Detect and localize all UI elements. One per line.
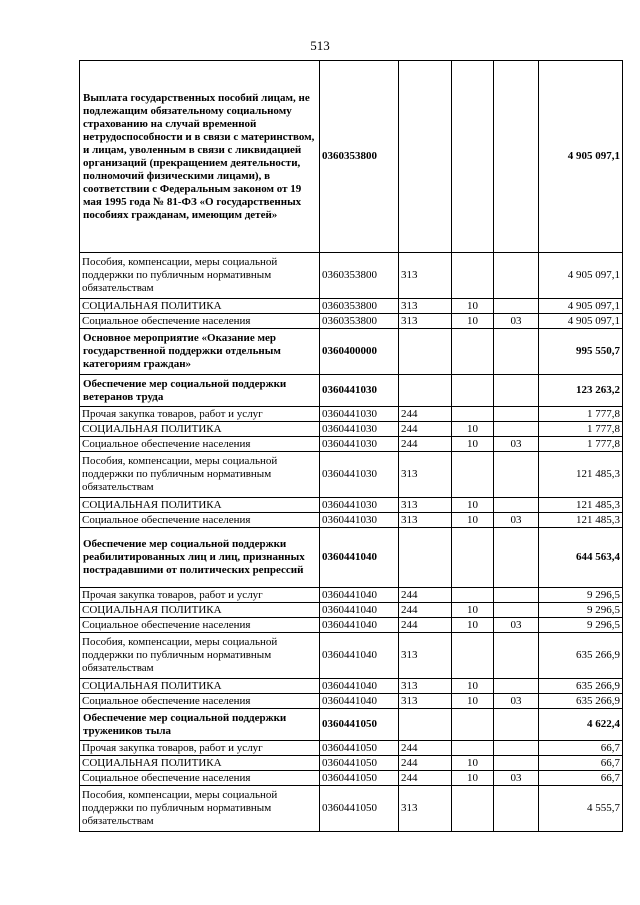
table-row [80, 329, 623, 375]
table-row [80, 528, 623, 588]
row-amount: 635 266,9 [539, 633, 623, 679]
row-name: Обеспечение мер социальной поддержки ветеранов труда [80, 375, 320, 407]
row-name: Основное мероприятие «Оказание мер государственной поддержки отдельным категориям граждан» [80, 329, 320, 375]
row-target-code: 0360441040 [320, 679, 399, 694]
row-section [452, 253, 494, 299]
row-amount: 66,7 [539, 741, 623, 756]
row-subsection [494, 528, 539, 588]
row-expense-type: 244 [399, 771, 452, 786]
row-section: 10 [452, 314, 494, 329]
row-amount: 121 485,3 [539, 513, 623, 528]
row-expense-type [399, 329, 452, 375]
row-amount: 4 905 097,1 [539, 299, 623, 314]
row-target-code: 0360441040 [320, 633, 399, 679]
row-subsection [494, 709, 539, 741]
row-name: Социальное обеспечение населения [80, 437, 320, 452]
row-subsection [494, 633, 539, 679]
row-expense-type [399, 61, 452, 253]
page-number: 513 [310, 38, 330, 53]
row-section [452, 786, 494, 832]
table-row [80, 771, 623, 786]
row-name: Обеспечение мер социальной поддержки реабилитированных лиц и лиц, признанных пострадавшими от политических репрессий [80, 528, 320, 588]
row-name: Прочая закупка товаров, работ и услуг [80, 588, 320, 603]
row-name: СОЦИАЛЬНАЯ ПОЛИТИКА [80, 603, 320, 618]
table-row [80, 741, 623, 756]
row-subsection [494, 299, 539, 314]
row-expense-type: 244 [399, 741, 452, 756]
row-amount: 1 777,8 [539, 422, 623, 437]
row-expense-type: 244 [399, 588, 452, 603]
row-name: СОЦИАЛЬНАЯ ПОЛИТИКА [80, 498, 320, 513]
row-amount: 9 296,5 [539, 588, 623, 603]
table-row [80, 588, 623, 603]
row-subsection [494, 679, 539, 694]
table-row [80, 709, 623, 741]
row-name: Социальное обеспечение населения [80, 618, 320, 633]
row-expense-type: 313 [399, 299, 452, 314]
table-row [80, 618, 623, 633]
table-row [80, 375, 623, 407]
row-name: Обеспечение мер социальной поддержки тружеников тыла [80, 709, 320, 741]
table-row [80, 633, 623, 679]
row-section [452, 61, 494, 253]
row-subsection [494, 741, 539, 756]
row-section [452, 407, 494, 422]
row-name: Социальное обеспечение населения [80, 314, 320, 329]
row-section: 10 [452, 618, 494, 633]
row-name: Выплата государственных пособий лицам, не подлежащим обязательному социальному страхованию на случай временной нетрудоспособности и в связи с материнством, и лицам, уволенным в связи с ликвидацией организаций (прекращением деятельности, полномочий физическими лицами), в соответствии с Федеральным законом от 19 мая 1995 года № 81-ФЗ «О государственных пособиях гражданам, имеющим детей» [80, 61, 320, 253]
row-expense-type: 313 [399, 633, 452, 679]
row-target-code: 0360353800 [320, 314, 399, 329]
table-row [80, 437, 623, 452]
row-name: Пособия, компенсации, меры социальной поддержки по публичным нормативным обязательствам [80, 253, 320, 299]
row-amount: 66,7 [539, 756, 623, 771]
row-amount: 4 905 097,1 [539, 253, 623, 299]
row-name: СОЦИАЛЬНАЯ ПОЛИТИКА [80, 299, 320, 314]
table-row [80, 786, 623, 832]
row-amount: 121 485,3 [539, 498, 623, 513]
row-amount: 4 555,7 [539, 786, 623, 832]
row-section: 10 [452, 756, 494, 771]
row-expense-type: 244 [399, 756, 452, 771]
row-target-code: 0360441030 [320, 513, 399, 528]
row-target-code: 0360441030 [320, 452, 399, 498]
row-section [452, 329, 494, 375]
row-subsection [494, 422, 539, 437]
row-amount: 4 905 097,1 [539, 61, 623, 253]
row-section: 10 [452, 299, 494, 314]
row-expense-type [399, 375, 452, 407]
row-name: СОЦИАЛЬНАЯ ПОЛИТИКА [80, 679, 320, 694]
row-name: СОЦИАЛЬНАЯ ПОЛИТИКА [80, 756, 320, 771]
row-subsection [494, 61, 539, 253]
row-name: Социальное обеспечение населения [80, 694, 320, 709]
row-expense-type: 244 [399, 618, 452, 633]
table-row [80, 299, 623, 314]
row-name: Прочая закупка товаров, работ и услуг [80, 407, 320, 422]
row-section: 10 [452, 694, 494, 709]
row-section: 10 [452, 771, 494, 786]
row-subsection [494, 407, 539, 422]
row-section: 10 [452, 679, 494, 694]
row-subsection [494, 756, 539, 771]
row-amount: 1 777,8 [539, 437, 623, 452]
row-name: Социальное обеспечение населения [80, 513, 320, 528]
table-row [80, 61, 623, 253]
row-name: Социальное обеспечение населения [80, 771, 320, 786]
row-section: 10 [452, 422, 494, 437]
row-section [452, 588, 494, 603]
row-target-code: 0360441050 [320, 756, 399, 771]
row-expense-type [399, 709, 452, 741]
row-subsection: 03 [494, 771, 539, 786]
row-subsection [494, 786, 539, 832]
row-section [452, 452, 494, 498]
row-amount: 66,7 [539, 771, 623, 786]
row-subsection: 03 [494, 314, 539, 329]
row-target-code: 0360441040 [320, 603, 399, 618]
table-row [80, 694, 623, 709]
table-row [80, 603, 623, 618]
row-target-code: 0360441030 [320, 375, 399, 407]
row-expense-type: 313 [399, 314, 452, 329]
row-target-code: 0360441050 [320, 771, 399, 786]
row-expense-type: 244 [399, 407, 452, 422]
row-amount: 635 266,9 [539, 679, 623, 694]
row-target-code: 0360441050 [320, 741, 399, 756]
row-section [452, 741, 494, 756]
row-section [452, 709, 494, 741]
row-subsection [494, 375, 539, 407]
row-subsection [494, 452, 539, 498]
row-amount: 635 266,9 [539, 694, 623, 709]
budget-table [79, 60, 623, 832]
row-name: Пособия, компенсации, меры социальной поддержки по публичным нормативным обязательствам [80, 786, 320, 832]
row-section [452, 375, 494, 407]
row-expense-type: 244 [399, 603, 452, 618]
row-subsection: 03 [494, 694, 539, 709]
row-subsection [494, 253, 539, 299]
table-row [80, 679, 623, 694]
table-row [80, 407, 623, 422]
row-section [452, 528, 494, 588]
row-target-code: 0360353800 [320, 253, 399, 299]
row-subsection: 03 [494, 513, 539, 528]
row-target-code: 0360441050 [320, 709, 399, 741]
row-section [452, 633, 494, 679]
row-expense-type [399, 528, 452, 588]
row-expense-type: 313 [399, 452, 452, 498]
row-section: 10 [452, 498, 494, 513]
row-section: 10 [452, 513, 494, 528]
row-amount: 644 563,4 [539, 528, 623, 588]
row-target-code: 0360400000 [320, 329, 399, 375]
row-subsection [494, 603, 539, 618]
row-amount: 121 485,3 [539, 452, 623, 498]
row-expense-type: 244 [399, 437, 452, 452]
row-amount: 1 777,8 [539, 407, 623, 422]
table-row [80, 253, 623, 299]
row-target-code: 0360441040 [320, 528, 399, 588]
row-name: Пособия, компенсации, меры социальной поддержки по публичным нормативным обязательствам [80, 452, 320, 498]
table-row [80, 756, 623, 771]
row-amount: 995 550,7 [539, 329, 623, 375]
row-section: 10 [452, 603, 494, 618]
row-name: СОЦИАЛЬНАЯ ПОЛИТИКА [80, 422, 320, 437]
row-subsection [494, 498, 539, 513]
row-expense-type: 313 [399, 679, 452, 694]
row-amount: 4 622,4 [539, 709, 623, 741]
row-amount: 4 905 097,1 [539, 314, 623, 329]
row-target-code: 0360441030 [320, 437, 399, 452]
row-expense-type: 313 [399, 498, 452, 513]
row-name: Пособия, компенсации, меры социальной поддержки по публичным нормативным обязательствам [80, 633, 320, 679]
row-subsection [494, 329, 539, 375]
row-target-code: 0360441030 [320, 422, 399, 437]
row-amount: 9 296,5 [539, 618, 623, 633]
row-amount: 123 263,2 [539, 375, 623, 407]
row-section: 10 [452, 437, 494, 452]
table-row [80, 498, 623, 513]
row-target-code: 0360441050 [320, 786, 399, 832]
row-subsection [494, 588, 539, 603]
table-row [80, 422, 623, 437]
row-target-code: 0360441040 [320, 588, 399, 603]
row-subsection: 03 [494, 618, 539, 633]
row-expense-type: 313 [399, 786, 452, 832]
row-subsection: 03 [494, 437, 539, 452]
table-row [80, 314, 623, 329]
row-target-code: 0360441030 [320, 407, 399, 422]
row-target-code: 0360441040 [320, 694, 399, 709]
row-target-code: 0360441040 [320, 618, 399, 633]
table-row [80, 513, 623, 528]
row-target-code: 0360353800 [320, 299, 399, 314]
budget-table-body [80, 61, 623, 832]
row-expense-type: 244 [399, 422, 452, 437]
row-name: Прочая закупка товаров, работ и услуг [80, 741, 320, 756]
table-row [80, 452, 623, 498]
row-expense-type: 313 [399, 694, 452, 709]
row-amount: 9 296,5 [539, 603, 623, 618]
row-target-code: 0360353800 [320, 61, 399, 253]
row-expense-type: 313 [399, 253, 452, 299]
row-target-code: 0360441030 [320, 498, 399, 513]
row-expense-type: 313 [399, 513, 452, 528]
